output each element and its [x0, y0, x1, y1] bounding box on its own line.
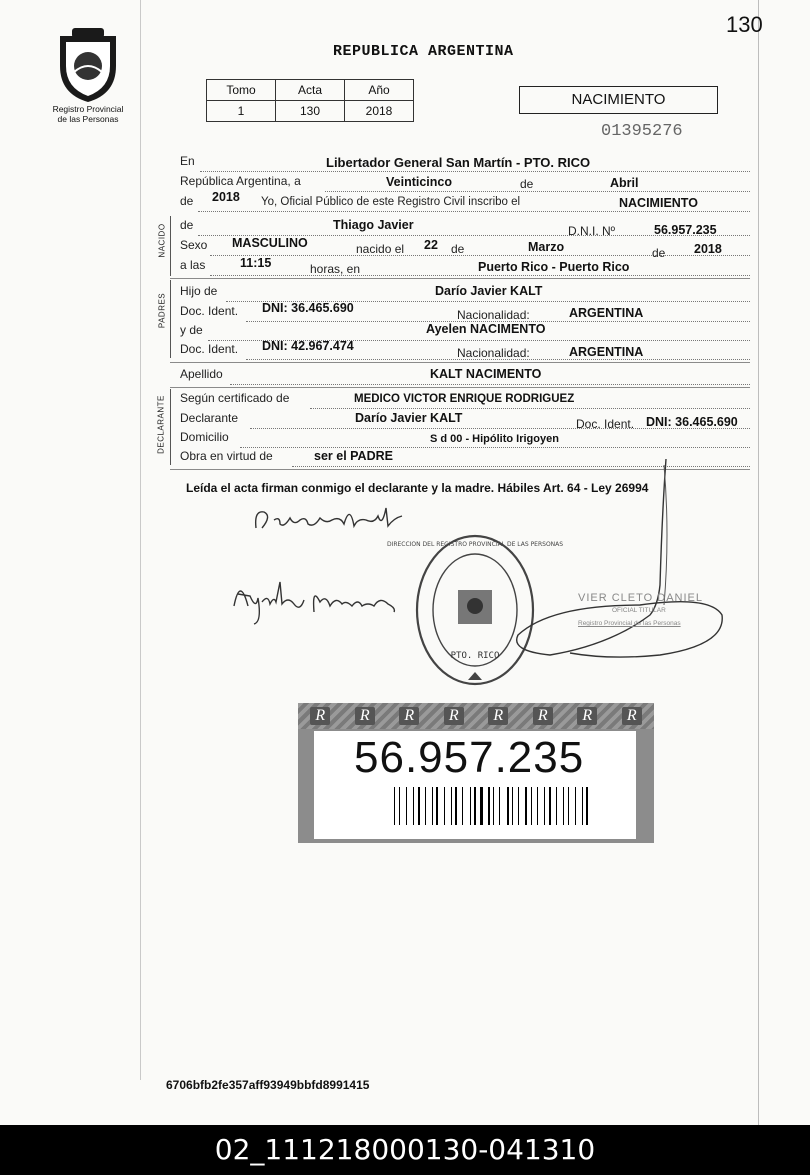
value-padre: Darío Javier KALT	[435, 284, 543, 298]
barcode-bar	[518, 787, 519, 825]
r-mark: R	[533, 707, 553, 725]
barcode-bar	[512, 787, 513, 825]
label-hijo-de: Hijo de	[180, 284, 218, 298]
barcode-bar	[432, 787, 433, 825]
barcode-bar	[485, 787, 486, 825]
section-divider	[170, 216, 171, 276]
province-coat-of-arms-icon	[52, 26, 124, 104]
barcode-bar	[572, 787, 574, 825]
document-title: REPUBLICA ARGENTINA	[333, 43, 514, 60]
label-de: de	[180, 194, 194, 208]
barcode-bar	[462, 787, 463, 825]
section-label-declarante: DECLARANTE	[156, 395, 166, 454]
barcode-bar	[434, 787, 435, 825]
r-mark: R	[355, 707, 375, 725]
section-separator	[170, 362, 750, 363]
label-nacionalidad: Nacionalidad:	[457, 346, 530, 360]
dotline	[310, 407, 750, 409]
page-number: 130	[726, 12, 763, 37]
value-dia-letras: Veinticinco	[386, 175, 452, 189]
value-padre-nac: ARGENTINA	[569, 306, 644, 320]
table-value-anio: 2018	[345, 101, 414, 122]
label-republica: República Argentina, a	[180, 174, 301, 188]
barcode-bar	[413, 787, 414, 825]
barcode-bar	[425, 787, 426, 825]
table-value-tomo: 1	[207, 101, 276, 122]
value-lugar-nac: Puerto Rico - Puerto Rico	[478, 260, 630, 274]
barcode-bar	[540, 787, 541, 825]
r-mark: R	[622, 707, 642, 725]
barcode-bar	[521, 787, 522, 825]
barcode-bars	[394, 787, 592, 825]
table-header-acta: Acta	[276, 80, 345, 101]
dotline	[210, 254, 750, 256]
mother-signature	[228, 572, 403, 627]
barcode-bar	[428, 787, 429, 825]
seal-center-text: PTO. RICO	[450, 651, 500, 661]
barcode-bar	[465, 787, 467, 825]
value-mes: Abril	[610, 176, 639, 190]
barcode-pattern-strip	[298, 703, 654, 729]
barcode-bar	[447, 787, 448, 825]
official-flourish	[490, 455, 730, 670]
label-dni: D.N.I. Nº	[568, 224, 616, 238]
official-stamp-line2: OFICIAL TITULAR	[612, 607, 666, 614]
label-sexo: Sexo	[180, 238, 208, 252]
dotline	[198, 210, 750, 212]
section-label-nacido: NACIDO	[157, 223, 167, 258]
value-apellido: KALT NACIMENTO	[430, 367, 542, 381]
label-horas-en: horas, en	[310, 262, 361, 276]
value-hora: 11:15	[240, 256, 272, 270]
label-nacionalidad: Nacionalidad:	[457, 308, 530, 322]
barcode-bar	[568, 787, 569, 825]
barcode-bar	[556, 787, 557, 825]
label-y-de: y de	[180, 323, 203, 337]
dotline	[230, 383, 750, 385]
value-acto: NACIMIENTO	[619, 196, 698, 210]
dotline	[240, 446, 750, 448]
barcode-bar	[444, 787, 445, 825]
barcode-bar	[535, 787, 536, 825]
value-dni: 56.957.235	[654, 223, 717, 237]
registry-caption	[40, 104, 136, 124]
barcode-bar	[531, 787, 532, 825]
barcode-label	[314, 731, 636, 839]
barcode-bar	[415, 787, 416, 825]
barcode-bar	[546, 787, 547, 825]
label-domicilio: Domicilio	[180, 430, 229, 444]
barcode-sticker	[298, 703, 654, 843]
barcode-bar	[586, 787, 587, 825]
value-madre: Ayelen NACIMENTO	[426, 322, 546, 336]
barcode-number: 56.957.235	[354, 733, 585, 782]
barcode-bar	[525, 787, 527, 825]
value-lugar: Libertador General San Martín - PTO. RICO	[326, 155, 591, 170]
barcode-bar	[423, 787, 424, 825]
barcode-bar	[549, 787, 551, 825]
barcode-bar	[480, 787, 482, 825]
barcode-bar	[510, 787, 511, 825]
value-certificado: MEDICO VICTOR ENRIQUE RODRIGUEZ	[354, 393, 575, 405]
barcode-bar	[502, 787, 504, 825]
barcode-bar	[558, 787, 559, 825]
barcode-bar	[403, 787, 405, 825]
right-margin-line	[758, 0, 759, 1125]
barcode-bar	[441, 787, 443, 825]
label-segun-certificado: Según certificado de	[180, 391, 290, 405]
section-divider	[170, 280, 171, 358]
label-yo-oficial: Yo, Oficial Público de este Registro Civil inscribo el	[261, 196, 521, 208]
r-mark: R	[444, 707, 464, 725]
label-doc-ident: Doc. Ident.	[576, 417, 635, 431]
label-nacido-el: nacido el	[356, 242, 405, 256]
closing-text: Leída el acta firman conmigo el declarante y la madre. Hábiles Art. 64 - Ley 26994	[186, 481, 649, 495]
father-signature	[250, 498, 410, 538]
barcode-bar	[455, 787, 456, 825]
barcode-bar	[479, 787, 480, 825]
barcode-bar	[491, 787, 492, 825]
barcode-bar	[565, 787, 566, 825]
barcode-bar	[582, 787, 583, 825]
value-nac-dia: 22	[424, 238, 438, 252]
official-stamp-line3: Registro Provincial de las Personas	[578, 620, 681, 627]
footer-code: 02_111218000130-041310	[0, 1125, 810, 1175]
value-nac-mes: Marzo	[528, 240, 565, 254]
barcode-bar	[583, 787, 584, 825]
section-divider	[170, 389, 171, 465]
barcode-bar	[507, 787, 508, 825]
label-declarante: Declarante	[180, 411, 239, 425]
label-en: En	[180, 154, 195, 168]
registry-caption-line2: de las Personas	[57, 114, 119, 124]
barcode-bar	[493, 787, 494, 825]
document-hash: 6706bfb2fe357aff93949bbfd8991415	[166, 1078, 370, 1092]
barcode-bar	[499, 787, 500, 825]
barcode-bar	[396, 787, 397, 825]
value-nac-anio: 2018	[694, 242, 722, 256]
label-de: de	[451, 242, 465, 256]
barcode-bar	[453, 787, 454, 825]
label-de: de	[652, 246, 666, 260]
barcode-bar	[516, 787, 517, 825]
barcode-bar	[544, 787, 545, 825]
stamp-number: 01395276	[601, 122, 683, 141]
label-de: de	[180, 218, 194, 232]
barcode-bar	[537, 787, 538, 825]
value-declarante: Darío Javier KALT	[355, 411, 463, 425]
official-stamp-line1: VIER CLETO DANIEL	[578, 592, 703, 604]
barcode-bar	[474, 787, 475, 825]
barcode-bar	[488, 787, 489, 825]
barcode-bar	[577, 787, 578, 825]
barcode-bar	[497, 787, 498, 825]
section-label-padres: PADRES	[157, 292, 167, 329]
r-mark: R	[399, 707, 419, 725]
value-declarante-doc: DNI: 36.465.690	[646, 415, 738, 429]
barcode-bar	[436, 787, 437, 825]
r-mark: R	[577, 707, 597, 725]
value-madre-nac: ARGENTINA	[569, 345, 644, 359]
label-doc-ident: Doc. Ident.	[180, 304, 239, 318]
barcode-bar	[472, 787, 473, 825]
label-apellido: Apellido	[180, 367, 223, 381]
barcode-bar	[460, 787, 461, 825]
barcode-bar	[470, 787, 471, 825]
value-virtud: ser el PADRE	[314, 449, 393, 463]
barcode-bar	[575, 787, 576, 825]
table-header-anio: Año	[345, 80, 414, 101]
value-anio: 2018	[212, 190, 240, 204]
barcode-bar	[394, 787, 395, 825]
barcode-bar	[554, 787, 555, 825]
barcode-bar	[406, 787, 407, 825]
barcode-bar	[528, 787, 529, 825]
dotline	[210, 274, 750, 276]
barcode-bar	[399, 787, 400, 825]
section-separator	[170, 387, 750, 388]
dotline	[325, 190, 750, 192]
dotline	[200, 170, 750, 172]
barcode-bar	[451, 787, 452, 825]
section-separator	[170, 278, 750, 279]
table-value-acta: 130	[276, 101, 345, 122]
registry-caption-line1: Registro Provincial	[52, 104, 124, 114]
left-margin-line	[140, 0, 141, 1080]
label-a-las: a las	[180, 258, 206, 272]
barcode-bar	[591, 787, 592, 825]
label-doc-ident: Doc. Ident.	[180, 342, 239, 356]
label-de: de	[520, 177, 534, 191]
barcode-bar	[563, 787, 564, 825]
value-madre-doc: DNI: 42.967.474	[262, 339, 354, 353]
barcode-bar	[418, 787, 420, 825]
table-header-tomo: Tomo	[207, 80, 276, 101]
barcode-bar	[409, 787, 410, 825]
record-type-box: NACIMIENTO	[519, 86, 718, 114]
value-sexo: MASCULINO	[232, 236, 308, 250]
value-padre-doc: DNI: 36.465.690	[262, 301, 354, 315]
value-nombre: Thiago Javier	[333, 218, 414, 232]
r-mark: R	[488, 707, 508, 725]
r-mark: R	[310, 707, 330, 725]
value-domicilio: S d 00 - Hipólito Irigoyen	[430, 433, 559, 445]
label-obra-en-virtud: Obra en virtud de	[180, 449, 273, 463]
tomo-acta-anio-table	[206, 79, 414, 122]
seal-ring-text: DIRECCION DEL REGISTRO PROVINCIAL DE LAS PERSONAS	[386, 541, 564, 548]
